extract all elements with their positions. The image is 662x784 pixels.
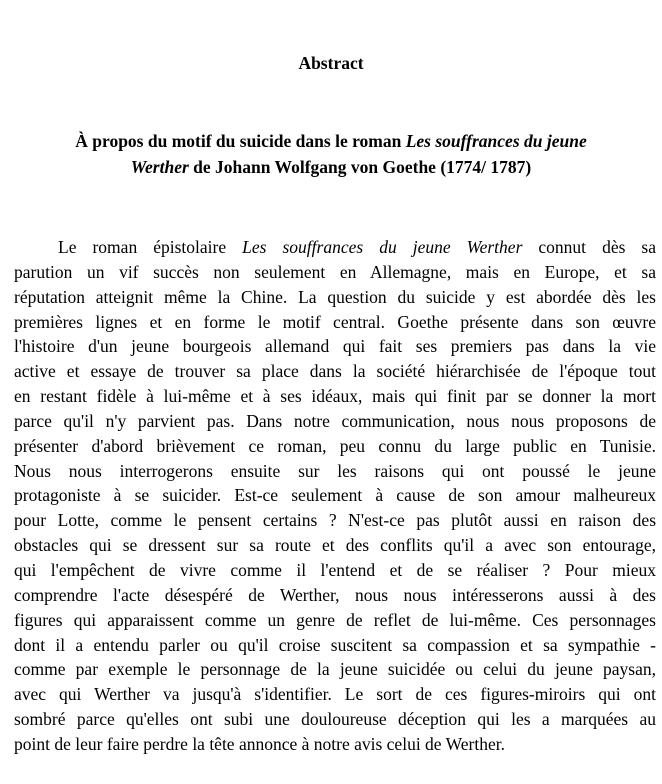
body-line: premières lignes et en forme le motif central. Goethe présente dans son œuvre	[14, 311, 656, 332]
body-line: comprendre l'acte désespéré de Werther, nous nous intéresserons aussi à des	[14, 584, 656, 605]
body-line: protagoniste à se suicider. Est-ce seulement à cause de son amour malheureux	[14, 485, 656, 506]
body-line: présenter d'abord brièvement ce roman, peu connu du large public en Tunisie.	[14, 435, 656, 456]
body-line: obstacles qui se dressent sur sa route et des conflits qu'il a avec son entourage,	[14, 535, 656, 556]
body-line: figures qui apparaissent comme un genre de reflet de lui-même. Ces personnages	[14, 609, 656, 630]
abstract-heading: Abstract	[298, 53, 364, 73]
body-text-1c: connut dès sa	[522, 237, 657, 257]
abstract-body	[14, 235, 656, 757]
body-line: active et essaye de trouver sa place dans la société hiérarchisée de l'époque tout	[14, 361, 656, 382]
title-text-1a: À propos du motif du suicide dans le roman	[75, 131, 406, 151]
body-line: réputation atteignit même la Chine. La question du suicide y est abordée dès les	[14, 286, 656, 307]
body-line: parution un vif succès non seulement en Allemagne, mais en Europe, et sa	[14, 261, 656, 282]
body-line: en restant fidèle à lui-même et à ses idéaux, mais qui finit par se donner la mort	[14, 386, 656, 407]
title-book-title-part1: Les souffrances du jeune	[405, 131, 587, 151]
body-line: pour Lotte, comme le pensent certains ? N'est-ce pas plutôt aussi en raison des	[14, 510, 656, 531]
body-line: point de leur faire perdre la tête annonce à notre avis celui de Werther.	[14, 733, 505, 754]
body-line	[14, 235, 656, 260]
title-line-1	[0, 128, 662, 154]
body-line: l'histoire d'un jeune bourgeois allemand qui fait ses premiers pas dans la vie	[14, 336, 656, 357]
body-line: dont il a entendu parler ou qu'il croise suscitent sa compassion et sa sympathie -	[14, 634, 656, 655]
body-book-title: Les souffrances du jeune Werther	[242, 237, 523, 257]
body-text-1a: Le roman épistolaire	[58, 237, 243, 257]
body-line: sombré parce qu'elles ont subi une douloureuse déception qui les a marquées au	[14, 709, 656, 730]
body-line: qui l'empêchent de vivre comme il l'entend et de se réaliser ? Pour mieux	[14, 559, 656, 580]
title-text-2b: de Johann Wolfgang von Goethe (1774/ 1787)	[188, 157, 532, 177]
title-line-2	[0, 154, 662, 180]
paper-title	[0, 128, 662, 180]
body-line: avec qui Werther va jusqu'à s'identifier. Le sort de ces figures-miroirs qui ont	[14, 684, 656, 705]
body-line: parce qu'il n'y parvient pas. Dans notre communication, nous nous proposons de	[14, 410, 656, 431]
body-line: comme par exemple le personnage de la jeune suicidée ou celui du jeune paysan,	[14, 659, 656, 680]
body-line: Nous nous interrogerons ensuite sur les raisons qui ont poussé le jeune	[14, 460, 656, 481]
title-book-title-part2: Werther	[130, 157, 189, 177]
